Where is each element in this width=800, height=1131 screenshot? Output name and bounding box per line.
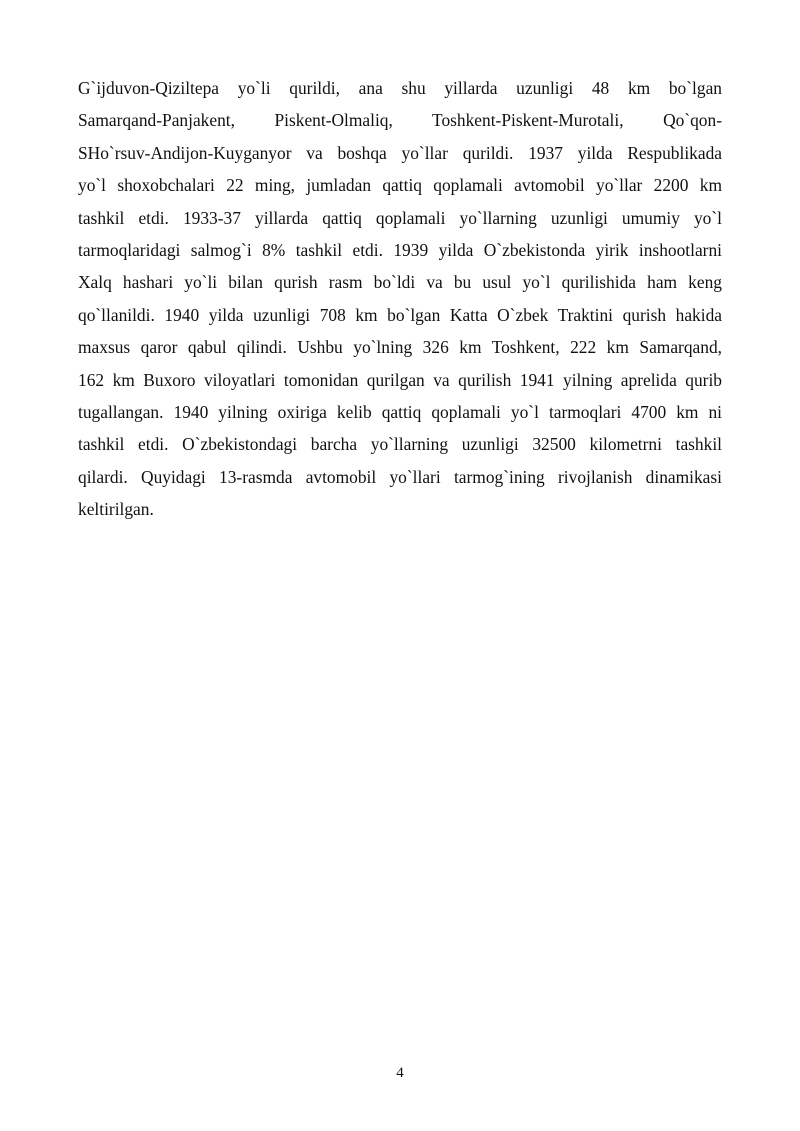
paragraph-line: yo`l shoxobchalari 22 ming, jumladan qattiq qoplamali avtomobil yo`llar 2200 km [78,175,722,196]
page-number: 4 [396,1065,404,1081]
paragraph-line: Xalq hashari yo`li bilan qurish rasm bo`ldi va bu usul yo`l qurilishida ham keng [78,272,722,293]
paragraph-line: G`ijduvon-Qiziltepa yo`li qurildi, ana shu yillarda uzunligi 48 km bo`lgan [78,78,722,98]
paragraph-line: SHo`rsuv-Andijon-Kuyganyor va boshqa yo`llar qurildi. 1937 yilda Respublikada [78,142,722,163]
paragraph-line: qilardi. Quyidagi 13-rasmda avtomobil yo`llari tarmog`ining rivojlanish dinamikasi [78,466,722,487]
paragraph-line: Samarqand-Panjakent, Piskent-Olmaliq, Toshkent-Piskent-Murotali, Qo`qon- [78,110,722,131]
paragraph-line: tashkil etdi. O`zbekistondagi barcha yo`llarning uzunligi 32500 kilometrni tashkil [78,434,722,455]
paragraph-line: maxsus qaror qabul qilindi. Ushbu yo`lning 326 km Toshkent, 222 km Samarqand, [78,337,722,358]
paragraph-line: keltirilgan. [78,499,154,520]
paragraph-line: 162 km Buxoro viloyatlari tomonidan qurilgan va qurilish 1941 yilning aprelida qurib [78,369,722,390]
paragraph-line: tarmoqlaridagi salmog`i 8% tashkil etdi. 1939 yilda O`zbekistonda yirik inshootlarni [78,239,722,260]
paragraph-line: tugallangan. 1940 yilning oxiriga kelib qattiq qoplamali yo`l tarmoqlari 4700 km ni [78,401,722,422]
body-paragraph [78,72,722,525]
paragraph-line: qo`llanildi. 1940 yilda uzunligi 708 km bo`lgan Katta O`zbek Traktini qurish hakida [78,304,722,325]
paragraph-line: tashkil etdi. 1933-37 yillarda qattiq qoplamali yo`llarning uzunligi umumiy yo`l [78,207,722,228]
